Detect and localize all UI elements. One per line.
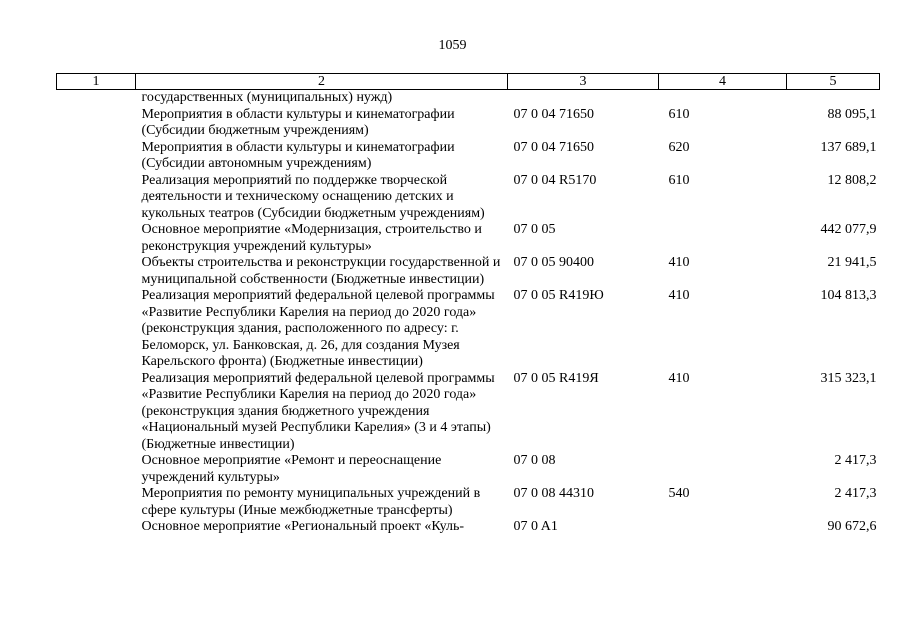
row-name: Мероприятия в области культуры и кинематографии (Субсидии бюджетным учреждениям) <box>141 106 455 138</box>
row-index-cell <box>57 486 136 519</box>
row-code <box>508 90 659 107</box>
row-code: 07 0 A1 <box>513 519 558 534</box>
header-col-2: 2 <box>136 74 508 90</box>
header-col-5: 5 <box>787 74 880 90</box>
row-index-cell <box>57 288 136 371</box>
row-code: 07 0 04 71650 <box>513 139 594 155</box>
row-code: 07 0 05 R419Я <box>513 370 599 386</box>
row-code: 07 0 08 44310 <box>513 486 594 501</box>
table-row <box>57 90 880 107</box>
table-row <box>57 371 880 454</box>
row-index-cell <box>57 255 136 288</box>
budget-table <box>56 73 880 536</box>
row-amount: 104 813,3 <box>820 288 877 303</box>
row-type: 410 <box>668 288 690 303</box>
row-name: Реализация мероприятий по поддержке творческой деятельности и техническому оснащению детских и кукольных театров (Субсидии бюджетным учреждениям) <box>141 172 485 221</box>
row-name: Мероприятия по ремонту муниципальных учреждений в сфере культуры (Иные межбюджетные трансферты) <box>141 486 481 518</box>
row-code: 07 0 05 R419Ю <box>513 288 604 303</box>
row-amount: 315 323,1 <box>820 370 877 386</box>
header-col-1: 1 <box>57 74 136 90</box>
row-amount: 2 417,3 <box>834 453 877 468</box>
page-number: 1059 <box>438 38 467 53</box>
row-type <box>659 90 787 107</box>
row-index-cell <box>57 107 136 140</box>
table-row <box>57 255 880 288</box>
row-name: Реализация мероприятий федеральной целевой программы «Развитие Республики Карелия на период до 2020 года» (реконструкция здания бюджетного учреждения «Национальный музей Республики Карелия» (3 и 4 этапы) (Бюджетные инвестиции) <box>141 370 495 452</box>
table-row <box>57 519 880 536</box>
row-type: 410 <box>668 255 690 270</box>
row-code: 07 0 05 <box>513 222 556 237</box>
header-col-3: 3 <box>508 74 659 90</box>
row-code: 07 0 08 <box>513 453 556 468</box>
row-type: 540 <box>668 486 690 501</box>
table-row <box>57 173 880 223</box>
row-amount: 442 077,9 <box>820 222 877 237</box>
row-amount: 21 941,5 <box>827 255 877 270</box>
row-code: 07 0 04 71650 <box>513 106 594 122</box>
row-code: 07 0 05 90400 <box>513 255 594 270</box>
row-name: Реализация мероприятий федеральной целевой программы «Развитие Республики Карелия на период до 2020 года» (реконструкция здания, расположенного по адресу: г. Беломорск, ул. Банковская, д. 26, для создания Музея Карельского фронта) (Бюджетные инвестиции) <box>141 288 495 369</box>
row-index-cell <box>57 173 136 223</box>
row-type: 410 <box>668 370 690 386</box>
table-row <box>57 140 880 173</box>
row-amount: 137 689,1 <box>820 139 877 155</box>
row-name: Основное мероприятие «Региональный проект «Куль- <box>141 519 465 534</box>
row-index-cell <box>57 371 136 454</box>
row-name: Объекты строительства и реконструкции государственной и муниципальной собственности (Бюджетные инвестиции) <box>141 255 501 287</box>
row-name: государственных (муниципальных) нужд) <box>141 90 393 105</box>
row-type: 620 <box>668 139 690 155</box>
row-index-cell <box>57 222 136 255</box>
table-row <box>57 222 880 255</box>
row-index-cell <box>57 519 136 536</box>
header-col-4: 4 <box>659 74 787 90</box>
row-amount <box>787 90 880 107</box>
row-name: Мероприятия в области культуры и кинематографии (Субсидии автономным учреждениям) <box>141 139 455 171</box>
row-amount: 12 808,2 <box>827 172 877 188</box>
row-index-cell <box>57 90 136 107</box>
row-type: 610 <box>668 172 690 188</box>
table-row <box>57 288 880 371</box>
row-name: Основное мероприятие «Ремонт и переоснащение учреждений культуры» <box>141 453 442 485</box>
row-index-cell <box>57 453 136 486</box>
row-type <box>659 519 787 536</box>
row-code: 07 0 04 R5170 <box>513 172 597 188</box>
row-index-cell <box>57 140 136 173</box>
row-amount: 88 095,1 <box>827 106 877 122</box>
row-type <box>659 453 787 486</box>
table-row <box>57 107 880 140</box>
table-row <box>57 486 880 519</box>
table-row <box>57 453 880 486</box>
row-name: Основное мероприятие «Модернизация, строительство и реконструкция учреждений культуры» <box>141 222 482 254</box>
row-amount: 2 417,3 <box>834 486 877 501</box>
row-amount: 90 672,6 <box>827 519 877 534</box>
row-type <box>659 222 787 255</box>
row-type: 610 <box>668 106 690 122</box>
table-header <box>57 74 880 90</box>
